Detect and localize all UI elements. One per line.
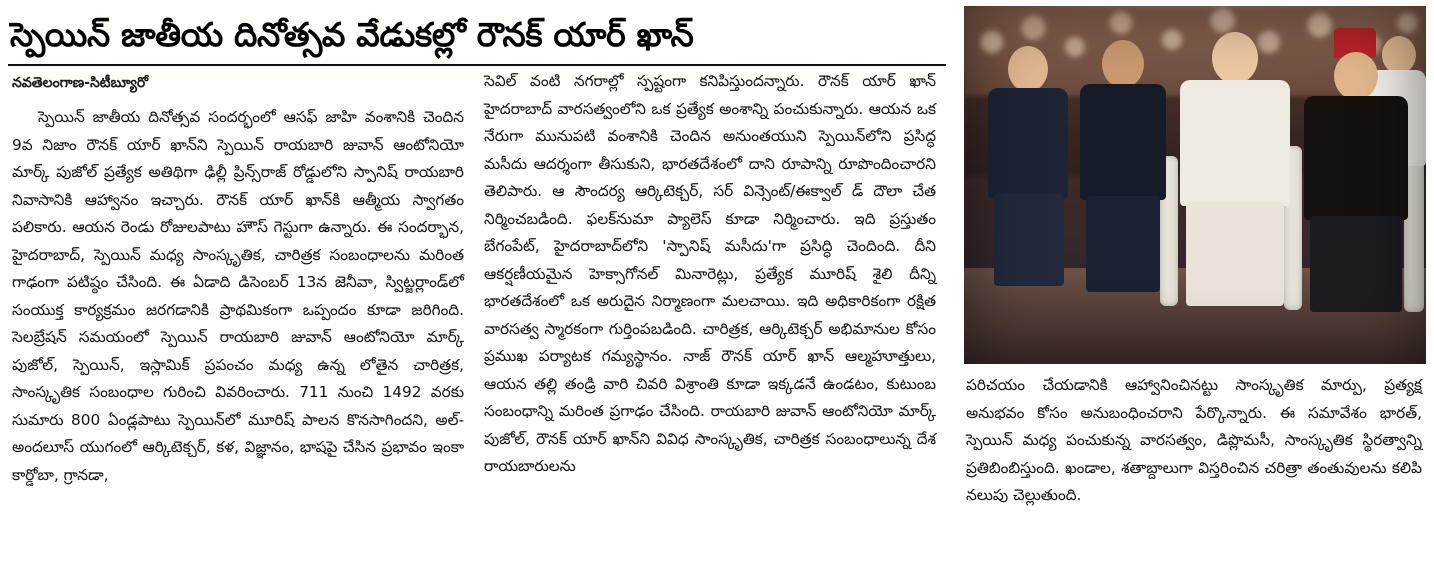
photo-person-dark-suit-1 — [978, 46, 1074, 306]
article-column-3 — [966, 372, 1422, 554]
paragraph: పరిచయం చేయడానికి ఆహ్వానించినట్టు సాంస్కృతిక మార్పు, ప్రత్యక్ష అనుభవం కోసం అనుబంధించరాని పేర్కొన్నారు. ఈ సమావేశం భారత్, స్పెయిన్ మధ్య పంచుకున్న వారసత్వం, డిప్లొమసీ, సాంస్కృతిక స్థిరత్వాన్ని ప్రతిబింబిస్తుంది. ఖండాల, శతాబ్దాలుగా విస్తరించిన చరిత్రా తంతువులను కలిపి నలుపు చెల్లుతుంది. — [966, 376, 1422, 504]
photo-person-white-suit — [1170, 32, 1298, 324]
article-column-2 — [484, 68, 936, 554]
page-title: స్పెయిన్ జాతీయ దినోత్సవ వేడుకల్లో రౌనక్ యార్ ఖాన్ — [10, 15, 694, 54]
article-column-1 — [12, 104, 464, 554]
event-photo — [964, 6, 1426, 364]
photo-person-fez-sherwani — [1294, 28, 1414, 326]
byline: నవతెలంగాణ-సిటీబ్యూరో — [12, 75, 149, 91]
photo-person-dark-suit-2 — [1068, 40, 1172, 308]
headline-divider — [8, 64, 946, 66]
paragraph: స్పెయిన్ జాతీయ దినోత్సవ సందర్భంలో ఆసఫ్ జాహి వంశానికి చెందిన 9వ నిజాం రౌనక్ యార్ ఖాన్‌ని స్పెయిన్ రాయబారి జువాన్ ఆంటోనియో మార్క్ పుజోల్ ప్రత్యేక అతిథిగా ఢిల్లీ ప్రిన్స్‌రాజ్ రోడ్డులోని స్పానిష్ రాయబారి నివాసానికి ఆహ్వానం ఇచ్చారు. రౌనక్ యార్ ఖాన్‌కి ఆత్మీయ స్వాగతం పలికారు. ఆయన రెండు రోజులపాటు హౌస్ గెస్టుగా ఉన్నారు. ఈ సందర్భాన, హైదరాబాద్, స్పెయిన్ మధ్య సాంస్కృతిక, చారిత్రక సంబంధాలను మరింత గాఢంగా పటిష్ఠం చేసింది. ఈ ఏడాది డిసెంబర్ 13న జెనీవా, స్విట్జర్లాండ్‌లో సంయుక్త కార్యక్రమం జరగడానికి ప్రాథమికంగా ఒప్పందం కూడా జరిగింది. సెలబ్రేషన్ సమయంలో స్పెయిన్ రాయబారి జువాన్ ఆంటోనియో మార్క్ పుజోల్, స్పెయిన్, ఇస్లామిక్ ప్రపంచం మధ్య ఉన్న లోతైన చారిత్రక, సాంస్కృతిక సంబంధాల గురించి వివరించారు. 711 నుంచి 1492 వరకు సుమారు 800 ఏండ్లపాటు స్పెయిన్‌లో మూరిష్ పాలన కొనసాగిందని, అల్-అందలూస్ యుగంలో ఆర్కిటెక్చర్, కళ, విజ్ఞానం, భాషపై చేసిన ప్రభావం ఇంకా కార్డోబా, గ్రానడా, — [12, 108, 464, 484]
paragraph: సెవిల్ వంటి నగరాల్లో స్పష్టంగా కనిపిస్తుందన్నారు. రౌనక్ యార్ ఖాన్ హైదరాబాద్ వారసత్వంలోని ఒక ప్రత్యేక అంశాన్ని పంచుకున్నారు. ఆయన ఒక నేరుగా మునుపటి వంశానికి చెందిన అనుంతయుని స్పెయిన్‌లోని ప్రసిద్ధ మసీదు ఆదర్శంగా తీసుకుని, భారతదేశంలో దాని రూపాన్ని రూపొందించారని తెలిపారు. ఆ సౌందర్య ఆర్కిటెక్చర్, సర్ విన్సెంట్/ఈక్వాల్ డ్ దౌలా చేత నిర్మించబడింది. ఫలక్‌నుమా ప్యాలెస్ కూడా నిర్మించారు. ఇది ప్రస్తుతం బేగంపేట్, హైదరాబాద్‌లోని 'స్పానిష్ మసీదు'గా ప్రసిద్ధి చెందింది. దీని ఆకర్షణీయమైన హెక్సాగోనల్ మినారెట్లు, ప్రత్యేక మూరిష్ శైలి దీన్ని భారతదేశంలో ఒక అరుదైన నిర్మాణంగా మలచాయి. ఇది అధికారికంగా రక్షిత వారసత్వ స్మారకంగా గుర్తింపబడింది. చారిత్రక, ఆర్కిటెక్చర్ అభిమానుల కోసం ప్రముఖ పర్యాటక గమ్యస్థానం. నాజ్ రౌనక్ యార్ ఖాన్ ఆల్మహూత్తులు, ఆయన తల్లి తండ్రి వారి చివరి విశ్రాంతి కూడా ఇక్కడనే ఉండటం, కుటుంబ సంబంధాన్ని మరింత ప్రగాఢం చేసింది. రాయబారి జువాన్ ఆంటోనియో మార్క్ పుజోల్, రౌనక్ యార్ ఖాన్‌ని వివిధ సాంస్కృతిక, చారిత్రక సంబంధాలున్న దేశ రాయబారులను — [484, 72, 936, 475]
photo-background — [964, 6, 1426, 364]
